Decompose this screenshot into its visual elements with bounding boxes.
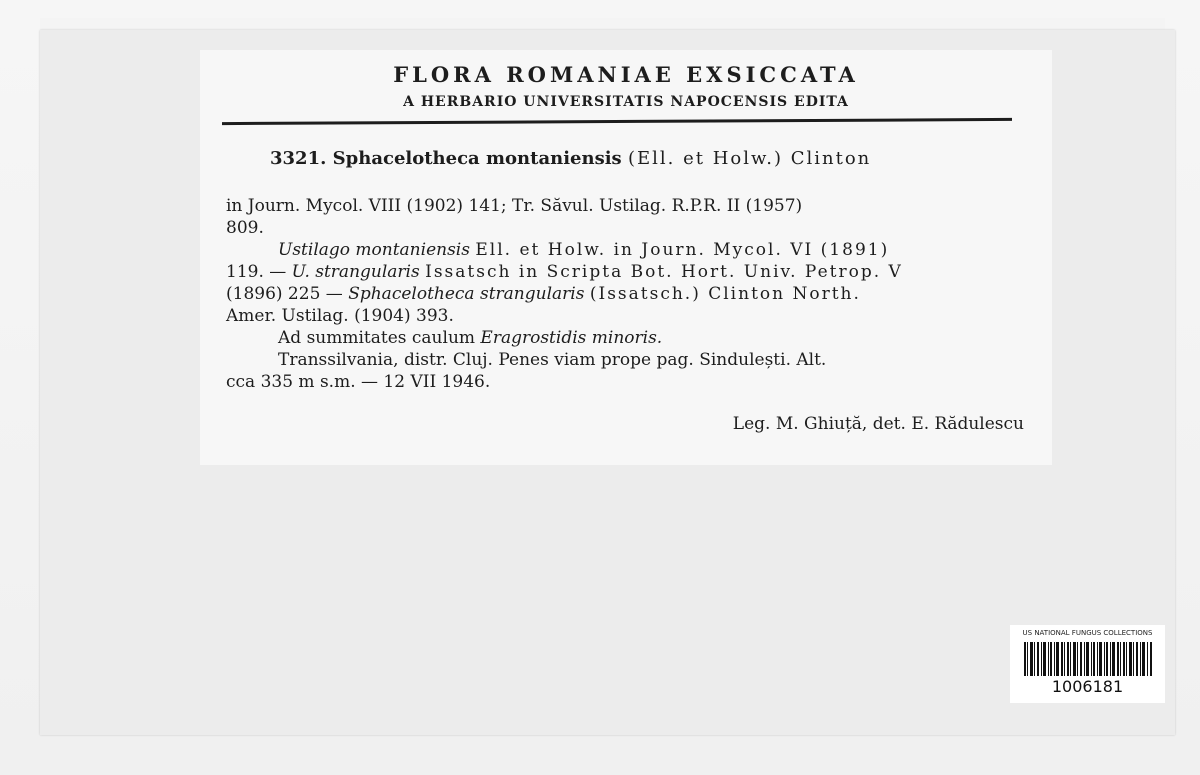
species-number: 3321. [270,148,327,169]
species-heading [270,148,871,169]
locality-text: cca 335 m s.m. — 12 VII 1946. [226,372,491,392]
title-rule [222,118,1012,125]
citation-text: in Journ. Mycol. VIII (1902) 141; Tr. Săvul. Ustilag. R.P.R. II (1957) [226,196,803,216]
synonym-citation: Amer. Ustilag. (1904) 393. [226,306,454,326]
barcode-label [1010,625,1165,703]
synonym-citation: (Issatsch.) Clinton North. [589,284,861,304]
collector-line: Leg. M. Ghiuță, det. E. Rădulescu [732,414,1024,434]
locality-text: Transsilvania, distr. Cluj. Penes viam prope pag. Sindulești. Alt. [278,350,827,370]
species-authority: (Ell. et Holw.) Clinton [627,148,872,169]
host-name: Eragrostidis minoris. [480,328,663,348]
synonym-line-4 [226,305,1020,327]
habitat-line [226,327,1020,349]
label-title: FLORA ROMANIAE EXSICCATA [393,62,859,87]
citation-text: 809. [226,218,264,238]
exsiccata-label [200,50,1052,465]
synonym-citation: Issatsch in Scripta Bot. Hort. Univ. Petrop. V [425,262,903,282]
synonym-citation: (1896) 225 — [226,284,343,304]
synonym-line-2 [226,261,1020,283]
barcode-institution: US NATIONAL FUNGUS COLLECTIONS [1022,629,1153,637]
species-name: Sphacelotheca montaniensis [332,148,622,169]
label-subtitle: A HERBARIO UNIVERSITATIS NAPOCENSIS EDITA [403,94,849,110]
synonym-name: U. strangularis [291,262,420,282]
synonym-name: Ustilago montaniensis [278,240,470,260]
label-body [226,195,1020,393]
locality-line-1 [226,349,1020,371]
synonym-name: Sphacelotheca strangularis [348,284,585,304]
synonym-line-3 [226,283,1020,305]
citation-line-1 [226,195,1020,217]
citation-line-2 [226,217,1020,239]
barcode-number: 1006181 [1051,677,1124,696]
habitat-text: Ad summitates caulum [278,328,476,348]
synonym-citation: Ell. et Holw. in Journ. Mycol. VI (1891) [475,240,890,260]
synonym-citation: 119. — [226,262,287,282]
synonym-line-1 [226,239,1020,261]
barcode-icon [1024,642,1152,676]
locality-line-2 [226,371,1020,393]
